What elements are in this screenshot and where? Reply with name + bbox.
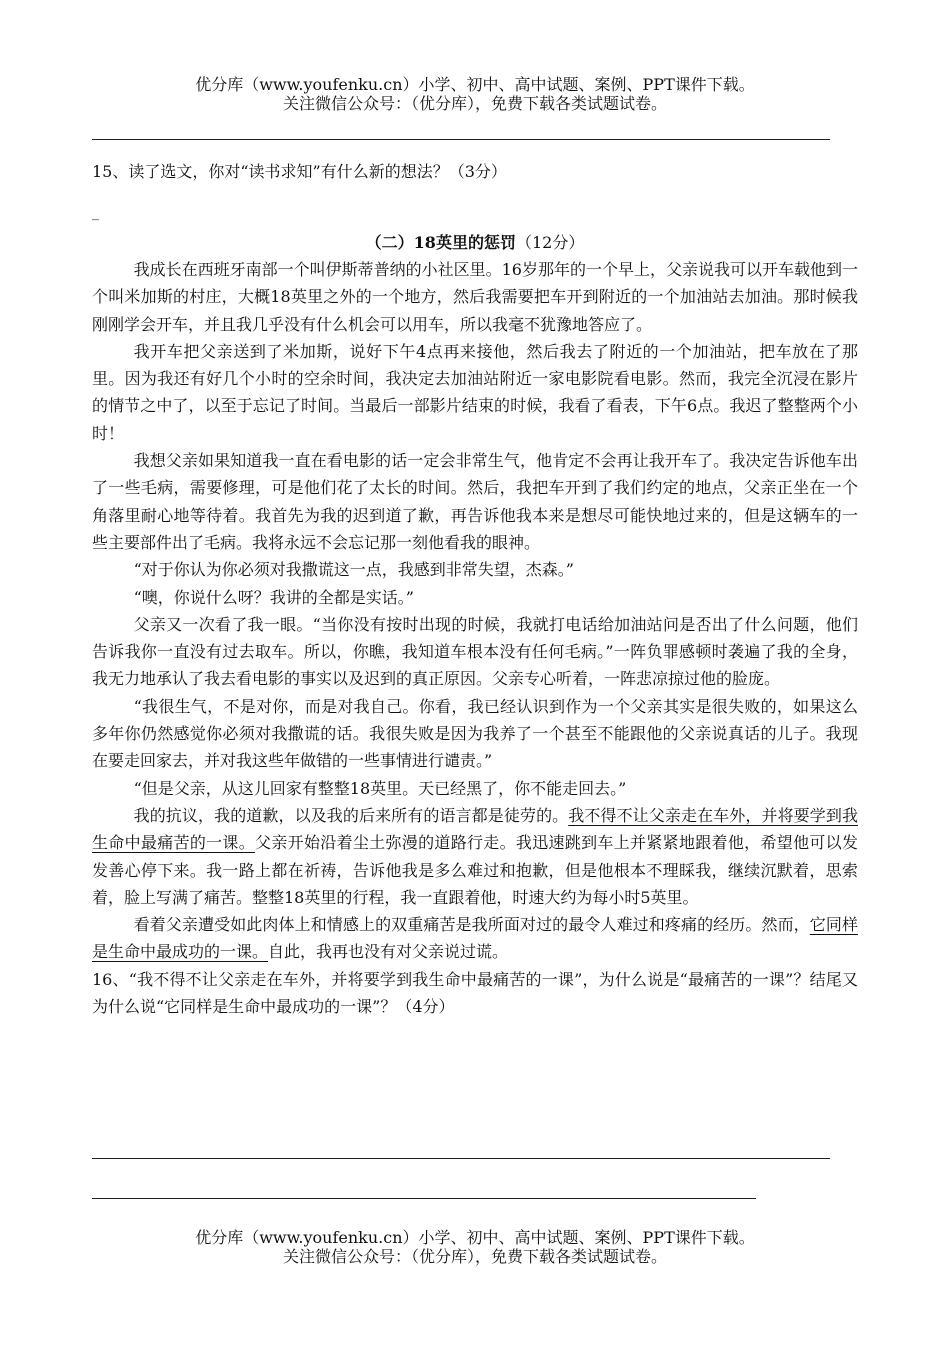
header-line-1: 优分库（www.youfenku.cn）小学、初中、高中试题、案例、PPT课件下载。 [195,75,755,94]
paragraph-8: “但是父亲，从这儿回家有整整18英里。天已经黑了，你不能走回去。” [133,778,627,798]
paragraph-9 [92,802,858,911]
section-points: （12分） [515,233,585,252]
paragraph-10 [92,911,858,966]
paragraph-4: “对于你认为你必须对我撒谎这一点，我感到非常失望，杰森。” [133,560,574,580]
footer-line-2: 关注微信公众号：（优分库），免费下载各类试题试卷。 [282,1247,667,1266]
paragraph-9-end: 父亲开始沿着尘土弥漫的道路行走。我迅速跳到车上并紧紧地跟着他，希望他可以发发善心停下来。我一路上都在祈祷，告诉他我是多么难过和抱歉，但是他根本不理睬我，继续沉默着，思索着，脸上写满了痛苦。整整18英里的行程，我一直跟着他，时速大约为每小时5英里。 [92,833,858,907]
question-15: 15、读了选文，你对“读书求知”有什么新的想法？（3分） [92,162,507,181]
paragraph-3: 我想父亲如果知道我一直在看电影的话一定会非常生气，他肯定不会再让我开车了。我决定告诉他车出了一些毛病，需要修理，可是他们花了太长的时间。然后，我把车开到了我们约定的地点，父亲正坐在一个角落里耐心地等待着。我首先为我的迟到道了歉，再告诉他我本来是想尽可能快地过来的，但是这辆车的一些主要部件出了毛病。我将永远不会忘记那一刻他看我的眼神。 [92,451,858,552]
answer-blank-15: _ [92,205,99,221]
underlined-sentence-2: 它同样是生命中最成功的一课。 [92,915,858,962]
paragraph-2: 我开车把父亲送到了米加斯，说好下午4点再来接他，然后我去了附近的一个加油站，把车放在了那里。因为我还有好几个小时的空余时间，我决定去加油站附近一家电影院看电影。然而，我完全沉浸在影片的情节之中了，以至于忘记了时间。当最后一部影片结束的时候，我看了看表，下午6点。我迟了整整两个小时！ [92,341,858,443]
paragraph-10-start: 看着父亲遭受如此肉体上和情感上的双重痛苦是我所面对过的最令人难过和疼痛的经历。然而， [133,915,810,935]
paragraph-5: “噢，你说什么呀？我讲的全都是实话。” [133,587,414,607]
page-header [0,75,950,113]
header-line-2: 关注微信公众号：（优分库），免费下载各类试题试卷。 [282,94,667,113]
answer-line-2 [92,1198,756,1199]
passage-body [92,256,858,1020]
question-16: 16、“我不得不让父亲走在车外，并将要学到我生命中最痛苦的一课”，为什么说是“最痛苦的一课”？结尾又为什么说“它同样是生命中最成功的一课”？（4分） [92,969,858,1017]
section-title [0,230,950,253]
answer-line-1 [92,1158,830,1159]
footer-line-1: 优分库（www.youfenku.cn）小学、初中、高中试题、案例、PPT课件下载。 [195,1228,755,1247]
section-title-text: （二）18英里的惩罚 [365,233,516,252]
header-divider [92,139,830,140]
underlined-sentence-1: 我不得不让父亲走在车外，并将要学到我生命中最痛苦的一课。 [92,805,858,853]
paragraph-6: 父亲又一次看了我一眼。“当你没有按时出现的时候，我就打电话给加油站问是否出了什么问题，他们告诉我你一直没有过去取车。所以，你瞧，我知道车根本没有任何毛病。”一阵负罪感顿时袭遍了我的全身，我无力地承认了我去看电影的事实以及迟到的真正原因。父亲专心听着，一阵悲凉掠过他的脸庞。 [92,614,858,689]
page-footer [0,1228,950,1266]
paragraph-10-end: 自此，我再也没有对父亲说过谎。 [268,942,509,962]
paragraph-1: 我成长在西班牙南部一个叫伊斯蒂普纳的小社区里。16岁那年的一个早上，父亲说我可以开车载他到一个叫米加斯的村庄，大概18英里之外的一个地方，然后我需要把车开到附近的一个加油站去加油。那时候我刚刚学会开车，并且我几乎没有什么机会可以用车，所以我毫不犹豫地答应了。 [92,260,858,334]
paragraph-9-start: 我的抗议，我的道歉，以及我的后来所有的语言都是徒劳的。 [133,805,569,825]
paragraph-7: “我很生气，不是对你，而是对我自己。你看，我已经认识到作为一个父亲其实是很失败的，如果这么多年你仍然感觉你必须对我撒谎的话。我很失败是因为我养了一个甚至不能跟他的父亲说真话的儿子。我现在要走回家去，并对我这些年做错的一些事情进行谴责。” [92,696,858,771]
